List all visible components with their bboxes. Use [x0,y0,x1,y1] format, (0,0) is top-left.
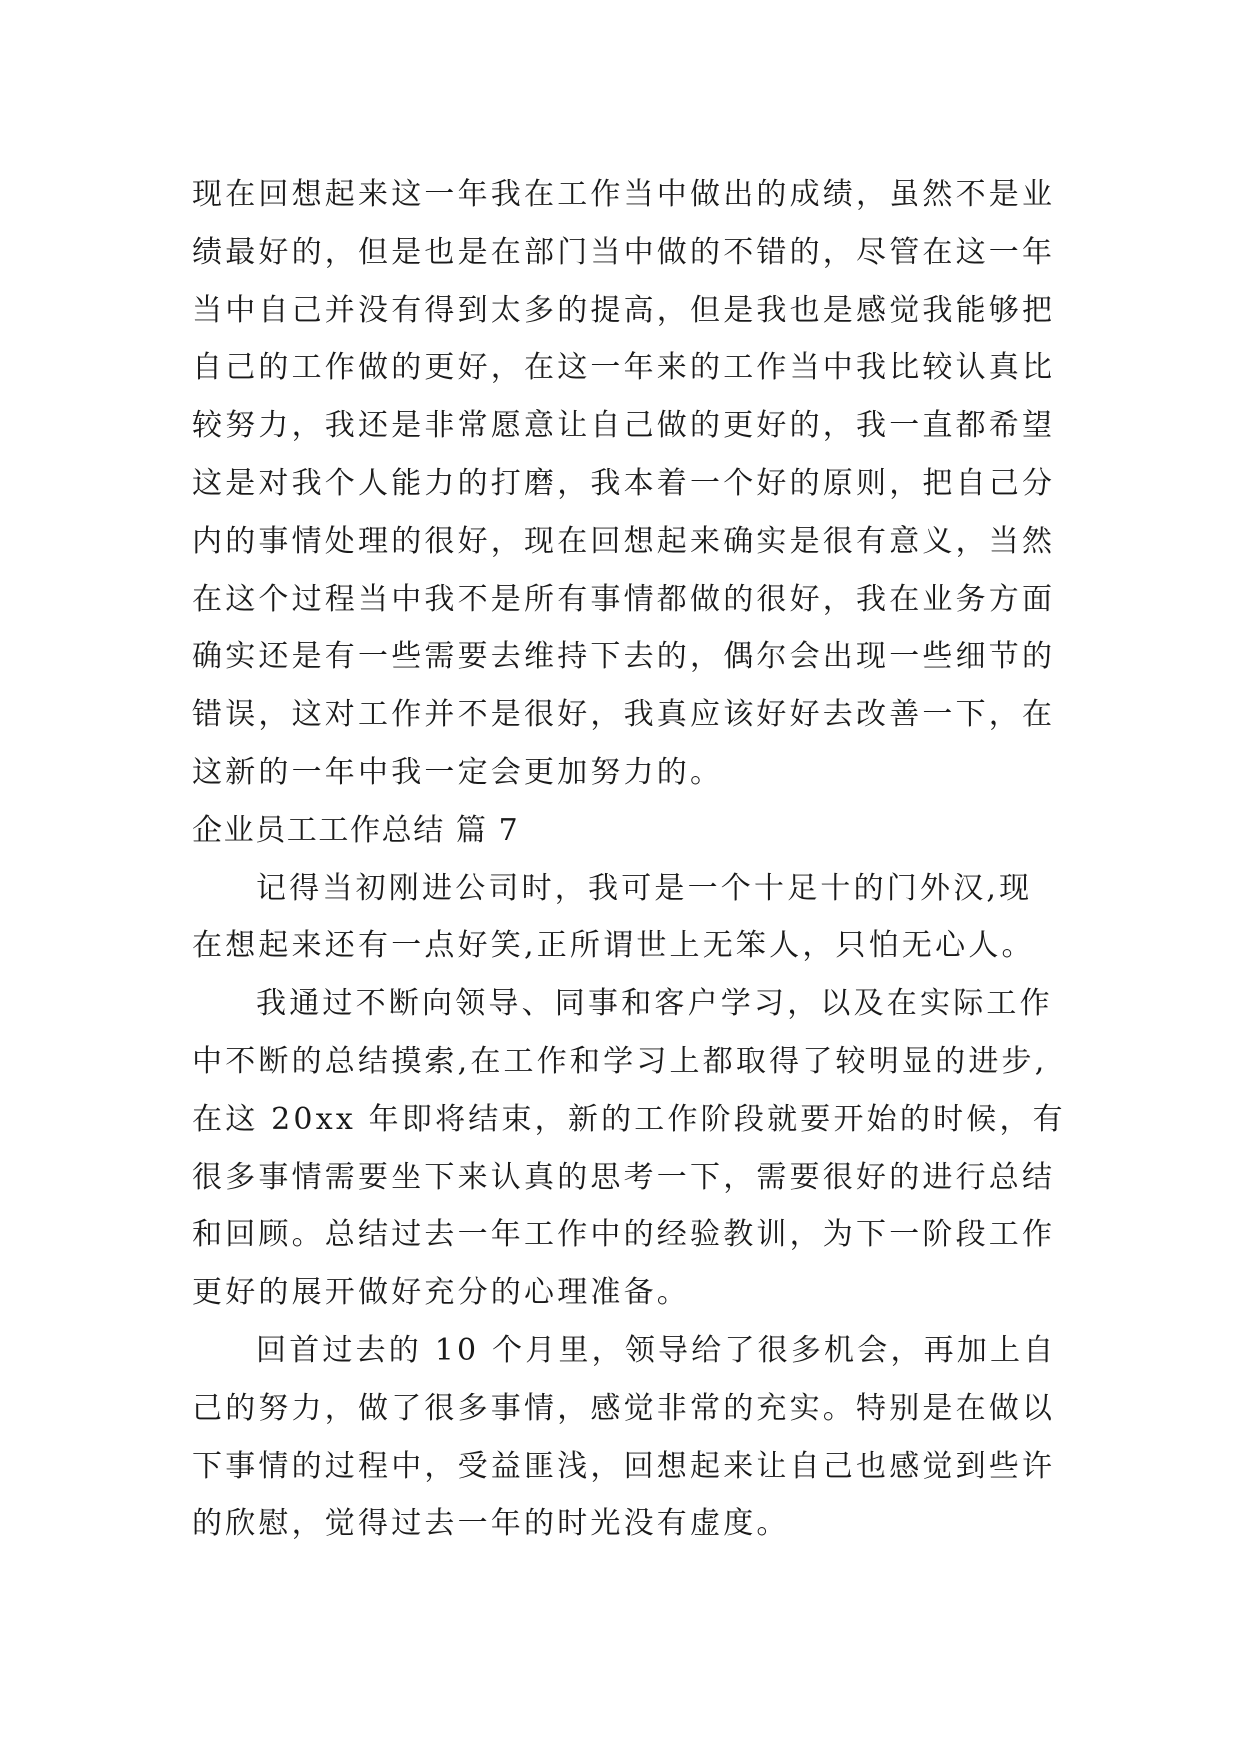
text-line: 内的事情处理的很好，现在回想起来确实是很有意义，当然 [192,523,1056,559]
text-line: 这新的一年中我一定会更加努力的。 [192,754,724,790]
text-line: 绩最好的，但是也是在部门当中做的不错的，尽管在这一年 [192,234,1056,270]
text-line: 较努力，我还是非常愿意让自己做的更好的，我一直都希望 [192,408,1056,444]
paragraph-2 [192,860,1052,976]
paragraph-3 [192,975,1066,1322]
text-line: 记得当初刚进公司时，我可是一个十足十的门外汉,现 [256,870,1033,906]
text-line: 错误，这对工作并不是很好，我真应该好好去改善一下，在 [192,697,1056,733]
text-line: 己的努力，做了很多事情，感觉非常的充实。特别是在做以 [192,1390,1056,1426]
text-line: 和回顾。总结过去一年工作中的经验教训，为下一阶段工作 [192,1217,1056,1253]
text-line: 在这个过程当中我不是所有事情都做的很好，我在业务方面 [192,581,1056,617]
text-line: 在想起来还有一点好笑,正所谓世上无笨人，只怕无心人。 [192,928,1035,964]
text-line: 很多事情需要坐下来认真的思考一下，需要很好的进行总结 [192,1159,1056,1195]
text-line: 在这 20xx 年即将结束，新的工作阶段就要开始的时候，有 [192,1101,1066,1137]
text-line: 下事情的过程中，受益匪浅，回想起来让自己也感觉到些许 [192,1448,1056,1484]
text-line: 确实还是有一些需要去维持下去的，偶尔会出现一些细节的 [192,639,1056,675]
paragraph-1 [192,166,1056,802]
paragraph-4 [192,1322,1057,1553]
text-line: 这是对我个人能力的打磨，我本着一个好的原则，把自己分 [192,465,1056,501]
text-line: 自己的工作做的更好，在这一年来的工作当中我比较认真比 [192,350,1056,386]
text-line: 的欣慰，觉得过去一年的时光没有虚度。 [192,1506,790,1542]
text-line: 回首过去的 10 个月里，领导给了很多机会，再加上自 [256,1332,1057,1368]
text-line: 更好的展开做好充分的心理准备。 [192,1275,690,1311]
document-body [192,166,1066,1553]
section-heading: 企业员工工作总结 篇 7 [192,812,520,848]
text-line: 当中自己并没有得到太多的提高，但是我也是感觉我能够把 [192,292,1056,328]
text-line: 中不断的总结摸索,在工作和学习上都取得了较明显的进步, [192,1043,1048,1079]
text-line: 现在回想起来这一年我在工作当中做出的成绩，虽然不是业 [192,177,1056,212]
text-line: 我通过不断向领导、同事和客户学习，以及在实际工作 [256,986,1053,1022]
